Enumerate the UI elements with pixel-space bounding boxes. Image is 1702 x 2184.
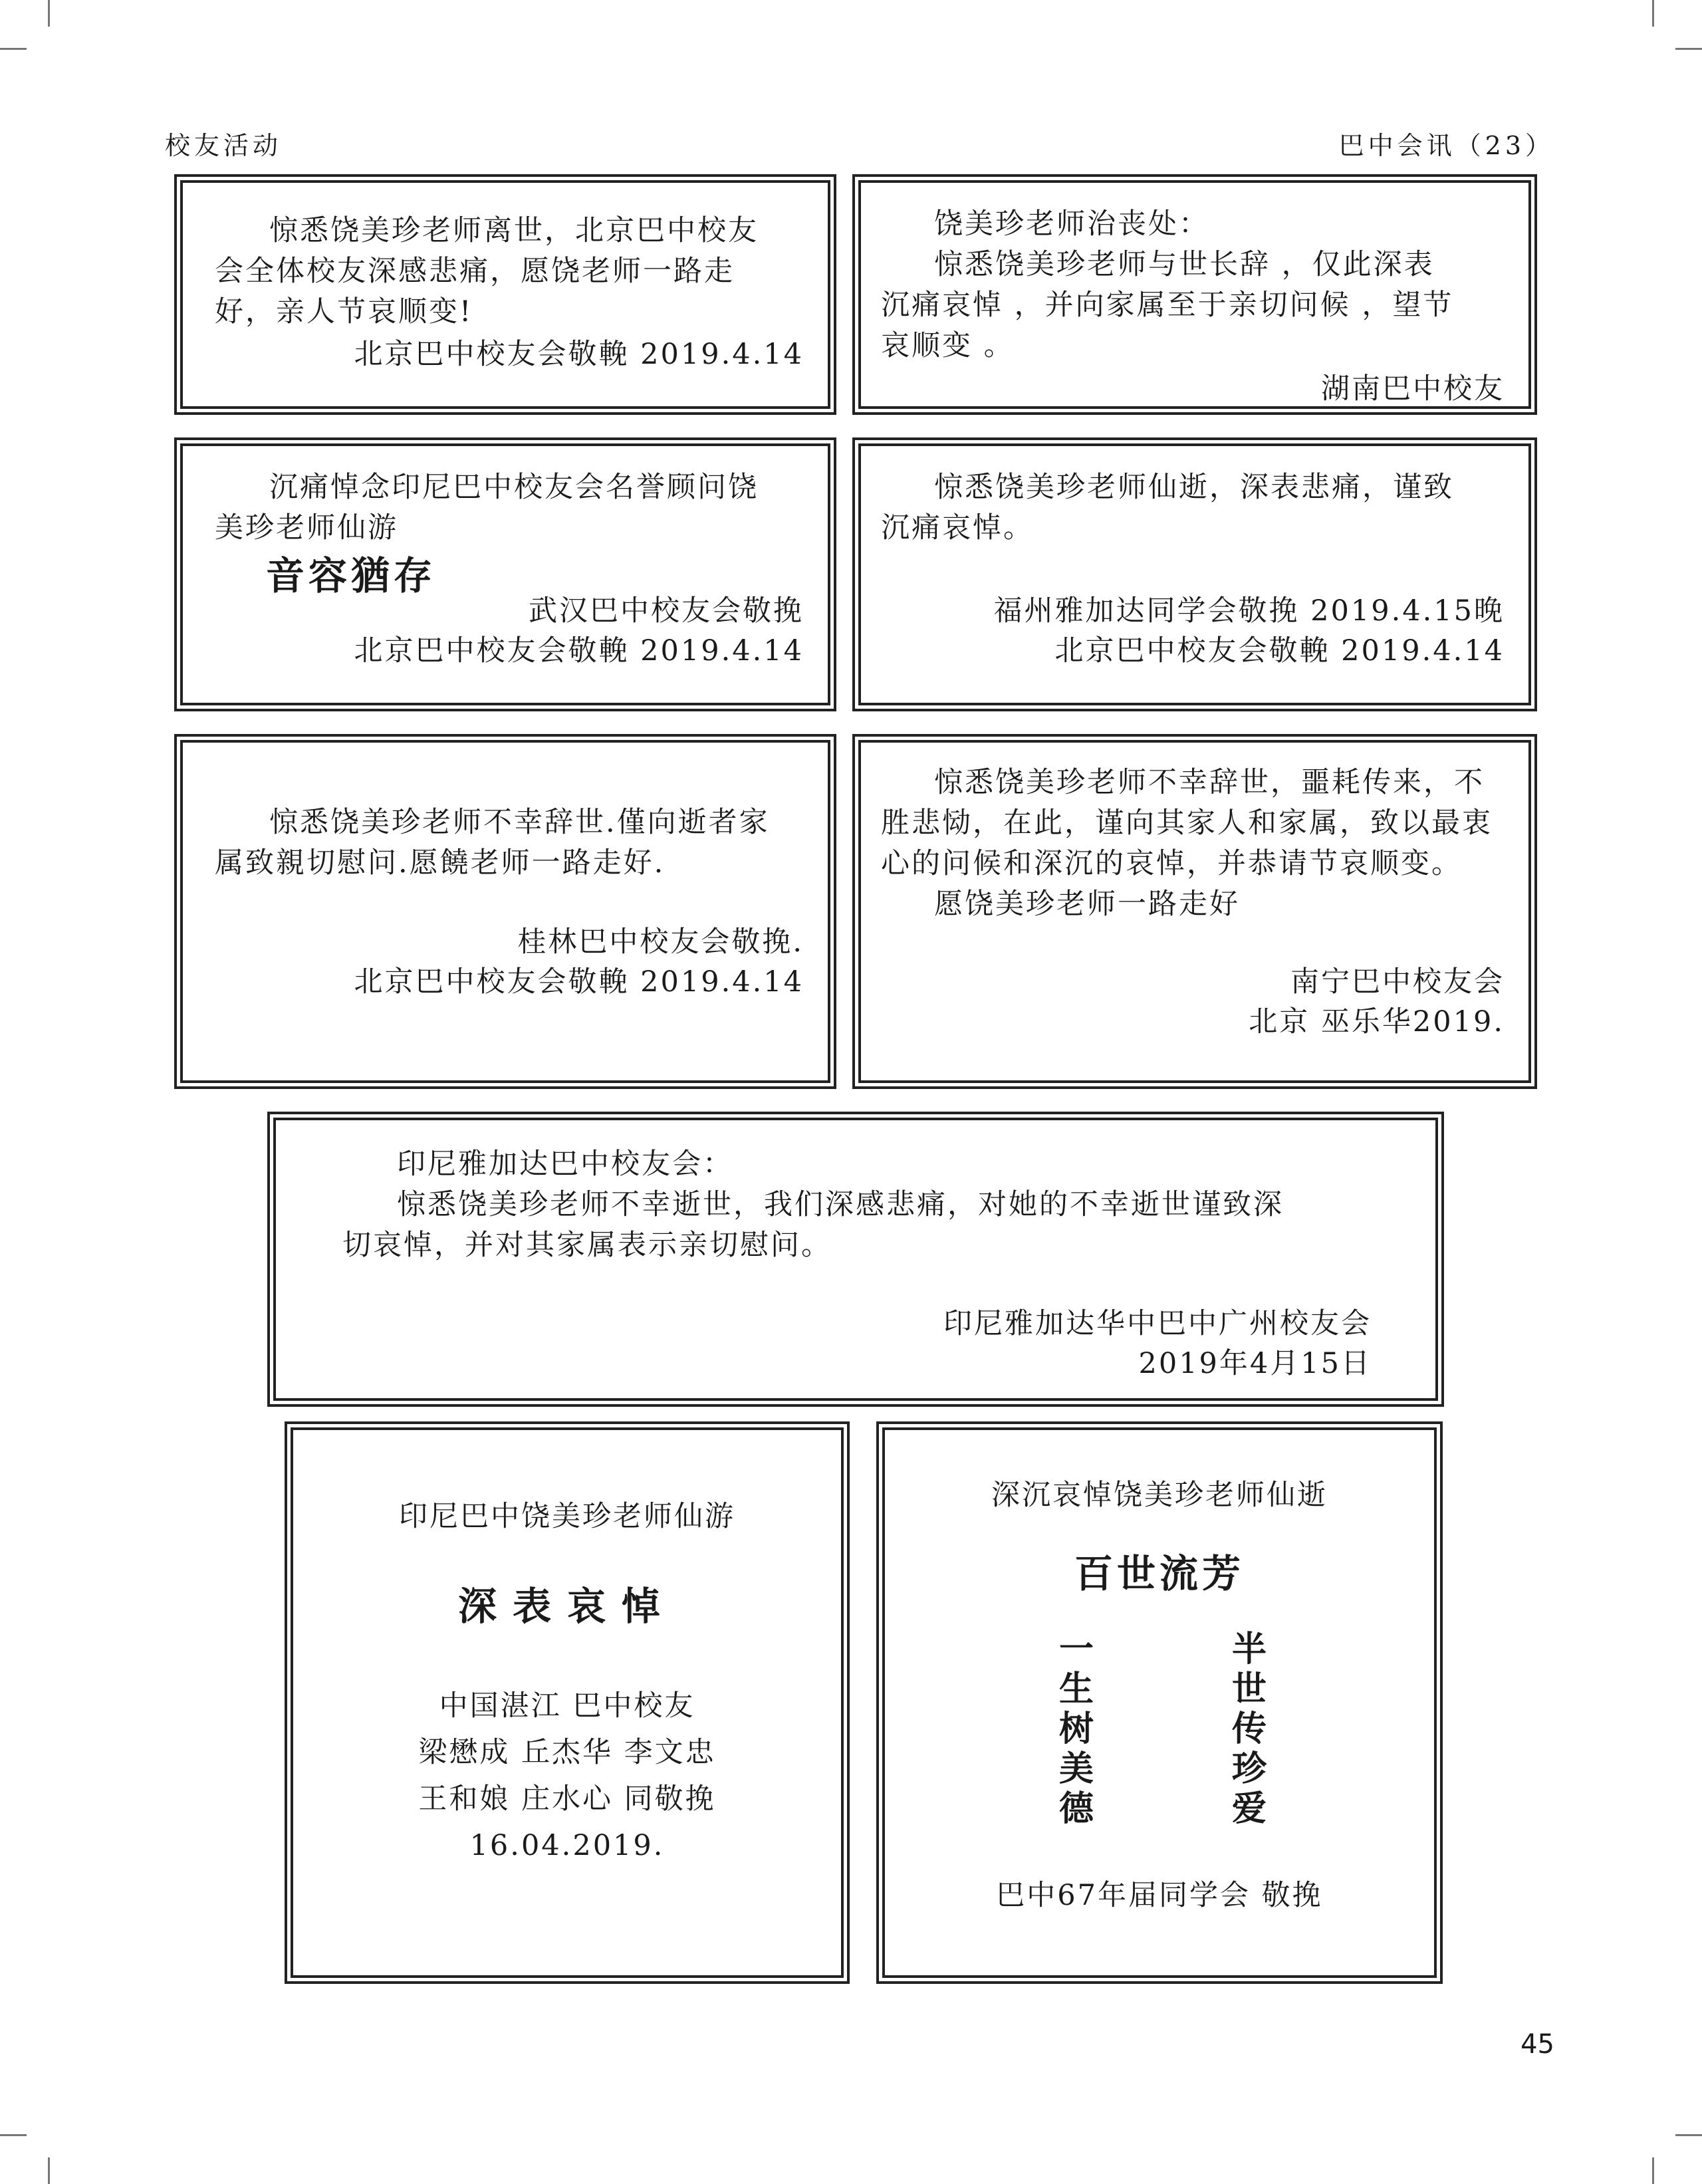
notice-line: 惊悉饶美珍老师不幸辞世，噩耗传来，不 [934,766,1485,799]
condolence-notice-guangzhou [267,1112,1444,1407]
condolence-notice-guilin [174,734,836,1089]
notice-line: 惊悉饶美珍老师离世，北京巴中校友 [269,214,759,247]
notice-line: 哀顺变 。 [881,329,1015,362]
notice-line: 属致親切慰问.愿饒老师一路走好. [215,846,666,880]
notice-signature: 2019年4月15日 [1138,1347,1372,1380]
notice-line: 心的问候和深沉的哀悼，并恭请节哀顺变。 [881,847,1462,880]
notice-line: 惊悉饶美珍老师仙逝，深表悲痛，谨致 [934,471,1454,504]
notice-signature: 北京巴中校友会敬輓 2019.4.14 [354,634,804,667]
notice-line: 胜悲恸，在此，谨向其家人和家属，致以最衷 [881,806,1493,840]
notice-names: 王和娘 庄水心 同敬挽 [418,1782,716,1816]
notice-highlight: 百世流芳 [1074,1551,1245,1596]
notice-line: 沉痛悼念印尼巴中校友会名誉顾问饶 [269,471,759,504]
crop-mark [1675,48,1702,50]
publication-header: 巴中会讯（23） [1338,131,1554,160]
notice-signature: 武汉巴中校友会敬挽 [529,594,804,628]
notice-names: 梁懋成 丘杰华 李文忠 [418,1736,716,1769]
notice-line: 切哀悼，并对其家属表示亲切慰问。 [342,1229,832,1262]
notice-line: 美珍老师仙游 [215,511,398,545]
condolence-notice-beijing [174,174,836,415]
condolence-notice-nanning [852,734,1537,1089]
couplet-right: 半 世 传 珍 爱 [1231,1629,1267,1829]
notice-line: 愿饶美珍老师一路走好 [934,888,1240,921]
page-number: 45 [1520,2029,1554,2060]
notice-signature: 北京巴中校友会敬輓 2019.4.14 [1054,634,1505,667]
couplet-left: 一 生 树 美 德 [1058,1629,1094,1829]
notice-signature: 南宁巴中校友会 [1290,965,1505,999]
notice-title: 深沉哀悼饶美珍老师仙逝 [991,1479,1328,1512]
crop-mark [48,2157,50,2184]
notice-line: 饶美珍老师治丧处： [934,207,1209,241]
crop-mark [48,0,50,27]
notice-line: 好，亲人节哀顺变! [215,295,473,328]
notice-title: 印尼巴中饶美珍老师仙游 [399,1500,735,1533]
notice-signature: 北京巴中校友会敬輓 2019.4.14 [354,338,804,371]
notice-highlight: 深表哀悼 [457,1584,676,1629]
notice-signature: 印尼雅加达华中巴中广州校友会 [943,1307,1372,1340]
condolence-notice-hunan [852,174,1537,415]
notice-signature: 福州雅加达同学会敬挽 2019.4.15晚 [993,594,1505,628]
condolence-notice-class67 [876,1421,1443,1984]
section-header: 校友活动 [165,131,283,160]
notice-line: 惊悉饶美珍老师不幸逝世，我们深感悲痛，对她的不幸逝世谨致深 [397,1188,1284,1221]
notice-signature: 桂林巴中校友会敬挽. [517,925,804,959]
notice-line: 印尼雅加达巴中校友会： [397,1148,733,1181]
notice-signature: 巴中67年届同学会 敬挽 [996,1879,1323,1912]
condolence-notice-zhanjiang [285,1421,850,1984]
notice-signature: 北京 巫乐华2019. [1249,1005,1505,1038]
notice-names: 中国湛江 巴中校友 [439,1689,695,1723]
notice-highlight: 音容猶存 [266,553,437,598]
crop-mark [1675,2134,1702,2136]
notice-line: 沉痛哀悼 ，并向家属至于亲切问候 ，望节 [881,289,1454,322]
condolence-notice-wuhan [174,437,836,711]
crop-mark [1652,0,1654,27]
notice-line: 会全体校友深感悲痛，愿饶老师一路走 [215,255,735,288]
notice-date: 16.04.2019. [469,1829,665,1862]
crop-mark [0,48,27,50]
crop-mark [0,2134,27,2136]
notice-signature: 湖南巴中校友 [1321,372,1505,406]
crop-mark [1652,2157,1654,2184]
notice-line: 惊悉饶美珍老师与世长辞 ，仅此深表 [934,248,1435,281]
condolence-notice-fuzhou [852,437,1537,711]
notice-line: 沉痛哀悼。 [881,511,1034,545]
notice-line: 惊悉饶美珍老师不幸辞世.僅向逝者家 [269,806,770,839]
notice-signature: 北京巴中校友会敬輓 2019.4.14 [354,965,804,999]
